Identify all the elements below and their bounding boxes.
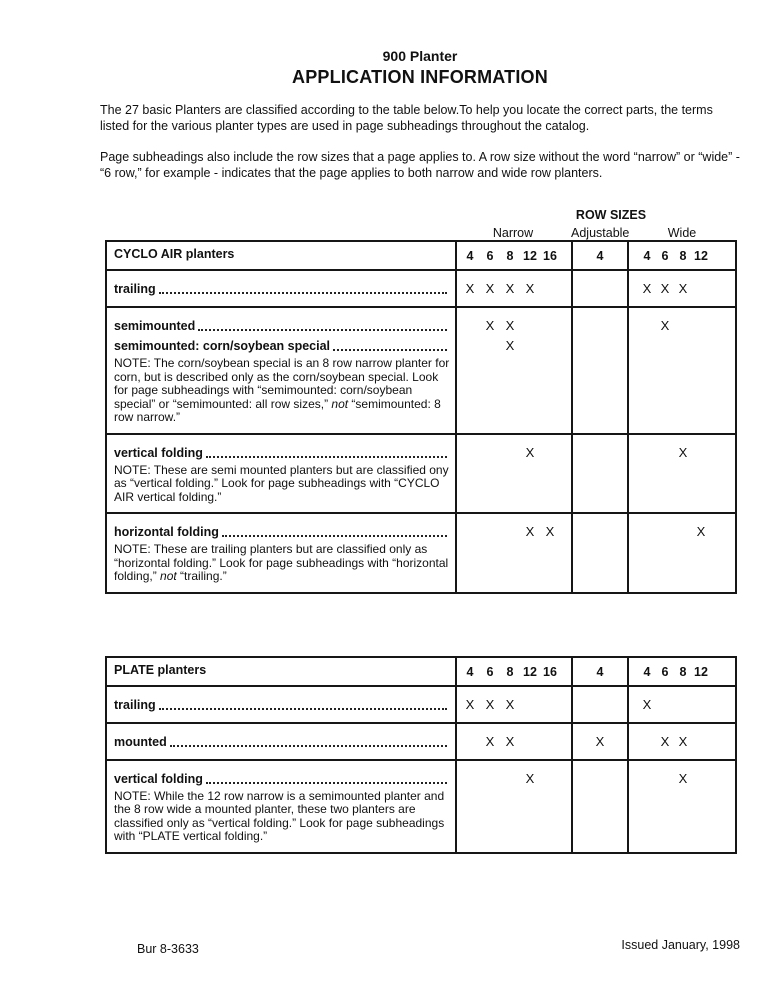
- x-mark: X: [642, 281, 652, 296]
- row-label: semimounted: corn/soybean special: [114, 339, 331, 353]
- cyclo-air-planters-table: [105, 240, 737, 594]
- mark-line-narrow: [457, 694, 571, 714]
- table-row: [107, 433, 735, 513]
- row-label: trailing: [114, 697, 156, 712]
- column-number: 6: [661, 249, 669, 263]
- mark-cell-narrow: [455, 761, 571, 852]
- column-number: 6: [486, 249, 494, 263]
- mark-line-narrow: [457, 315, 571, 335]
- label-line: [107, 278, 455, 298]
- note-segment: NOTE: The corn/soybean special is an 8 row narrow planter for corn, but is described only as the corn/soybean special. Look for page subheadings with “semimounted: corn/soybean special” or “semimounted: all row sizes,”: [114, 356, 450, 411]
- label-line: [107, 521, 455, 541]
- row-label: vertical folding: [114, 445, 203, 460]
- leader-dots: [159, 292, 447, 294]
- mark-cell-narrow: [455, 308, 571, 433]
- column-numbers-adjustable: [573, 242, 627, 269]
- label-line: [107, 315, 455, 335]
- leader-dots: [222, 535, 447, 537]
- row-label: trailing: [114, 282, 156, 296]
- note-segment: NOTE: These are trailing planters but are classified only as “horizontal folding.” Look for page subheadings with “horizontal folding,”: [114, 542, 449, 583]
- mark-cell-adjustable: [571, 761, 627, 852]
- x-mark: X: [660, 281, 670, 296]
- note-italic-word: not: [160, 569, 177, 583]
- label-line: [107, 442, 455, 462]
- x-mark: X: [678, 281, 688, 296]
- row-label-cell: [107, 724, 455, 759]
- mark-line-narrow: [457, 521, 571, 541]
- mark-cell-adjustable: [571, 514, 627, 592]
- column-number: 4: [596, 249, 604, 263]
- header-cell-wide: [627, 658, 737, 685]
- x-mark: X: [485, 281, 495, 296]
- header-cell-narrow: [455, 658, 571, 685]
- table-header-row: [107, 242, 735, 269]
- x-mark: X: [525, 281, 535, 296]
- mark-line-adjustable: [573, 315, 627, 335]
- mark-cell-wide: [627, 687, 737, 722]
- x-mark: X: [505, 733, 515, 749]
- label-line: [107, 731, 455, 751]
- column-number: 12: [694, 664, 708, 679]
- mark-line-narrow: [457, 335, 571, 355]
- group-label-wide: Wide: [667, 226, 697, 240]
- column-number: 4: [596, 664, 604, 679]
- row-label: semimounted: [114, 319, 196, 333]
- mark-cell-wide: [627, 724, 737, 759]
- plate-planters-table: [105, 656, 737, 854]
- label-line: [107, 335, 455, 355]
- mark-line-adjustable: [573, 335, 627, 355]
- column-number: 16: [543, 249, 557, 263]
- column-number: 6: [486, 664, 494, 679]
- leader-dots: [170, 745, 447, 747]
- x-mark: X: [595, 733, 605, 749]
- x-mark: X: [485, 318, 495, 333]
- x-mark: X: [678, 770, 688, 786]
- intro-paragraph-1: The 27 basic Planters are classified according to the table below.To help you locate the correct parts, the terms listed for the various planter types are used in page subheadings throughout the catalog.: [100, 103, 713, 133]
- column-number: 8: [506, 664, 514, 679]
- mark-line-wide: [629, 768, 737, 788]
- group-label-narrow: Narrow: [492, 226, 534, 240]
- x-mark: X: [485, 733, 495, 749]
- column-number: 4: [643, 249, 651, 263]
- mark-cell-wide: [627, 435, 737, 513]
- leader-dots: [206, 456, 447, 458]
- table-row: [107, 759, 735, 852]
- table-title: CYCLO AIR planters: [114, 247, 235, 261]
- mark-line-wide: [629, 731, 737, 751]
- mark-line-wide: [629, 315, 737, 335]
- column-number: 12: [523, 664, 537, 679]
- page-content: [100, 0, 740, 854]
- mark-line-wide: [629, 442, 737, 462]
- mark-line-narrow: [457, 768, 571, 788]
- leader-dots: [159, 708, 447, 710]
- table-row: [107, 722, 735, 759]
- note-text: [107, 462, 455, 505]
- x-mark: X: [505, 318, 515, 333]
- x-mark: X: [505, 338, 515, 353]
- issue-date: Issued January, 1998: [621, 938, 740, 952]
- mark-line-adjustable: [573, 278, 627, 298]
- mark-cell-wide: [627, 761, 737, 852]
- row-label: vertical folding: [114, 771, 203, 786]
- column-number: 4: [466, 249, 474, 263]
- mark-line-adjustable: [573, 694, 627, 714]
- column-number: 8: [679, 249, 687, 263]
- column-number: 6: [661, 664, 669, 679]
- note-text: [107, 355, 455, 425]
- label-line: [107, 694, 455, 714]
- note-text: [107, 541, 455, 584]
- mark-line-wide: [629, 335, 737, 355]
- mark-line-narrow: [457, 278, 571, 298]
- mark-line-adjustable: [573, 442, 627, 462]
- mark-line-narrow: [457, 442, 571, 462]
- note-text: [107, 788, 455, 844]
- note-segment: NOTE: While the 12 row narrow is a semimounted planter and the 8 row wide a mounted planter, these two planters are classified only as “vertical folding.” Look for page subheadings with “PLATE vertical folding.”: [114, 788, 445, 843]
- mark-line-narrow: [457, 731, 571, 751]
- column-number: 4: [466, 664, 474, 679]
- note-segment: “semimounted: 8 row narrow.”: [114, 396, 441, 424]
- mark-line-wide: [629, 521, 737, 541]
- column-number: 4: [643, 664, 651, 679]
- header-cell-wide: [627, 242, 737, 269]
- mark-cell-narrow: [455, 687, 571, 722]
- row-sizes-header: [455, 208, 737, 240]
- label-line: [107, 768, 455, 788]
- mark-cell-adjustable: [571, 308, 627, 433]
- mark-cell-wide: [627, 308, 737, 433]
- header-cell-narrow: [455, 242, 571, 269]
- x-mark: X: [465, 281, 475, 296]
- x-mark: X: [505, 696, 515, 712]
- mark-cell-adjustable: [571, 435, 627, 513]
- row-sizes-title: ROW SIZES: [575, 208, 647, 222]
- mark-line-wide: [629, 278, 737, 298]
- row-size-groups: [455, 226, 737, 240]
- x-mark: X: [525, 524, 535, 539]
- x-mark: X: [505, 281, 515, 296]
- mark-cell-narrow: [455, 435, 571, 513]
- mark-cell-narrow: [455, 514, 571, 592]
- x-mark: X: [660, 733, 670, 749]
- x-mark: X: [525, 444, 535, 460]
- x-mark: X: [678, 444, 688, 460]
- column-number: 12: [694, 249, 708, 263]
- x-mark: X: [660, 318, 670, 333]
- mark-line-adjustable: [573, 521, 627, 541]
- note-italic-word: not: [331, 396, 349, 411]
- table-row: [107, 685, 735, 722]
- row-label: horizontal folding: [114, 525, 219, 539]
- mark-cell-wide: [627, 514, 737, 592]
- leader-dots: [198, 329, 447, 331]
- page-subtitle: APPLICATION INFORMATION: [292, 67, 548, 87]
- x-mark: X: [485, 696, 495, 712]
- column-numbers-wide: [629, 658, 737, 685]
- form-number: Bur 8-3633: [137, 942, 199, 956]
- table-header-row: [107, 658, 735, 685]
- table-title: PLATE planters: [114, 662, 207, 677]
- mark-cell-adjustable: [571, 271, 627, 306]
- column-number: 8: [679, 664, 687, 679]
- mark-cell-narrow: [455, 724, 571, 759]
- page-title: 900 Planter: [382, 48, 458, 64]
- row-label-cell: [107, 435, 455, 513]
- x-mark: X: [678, 733, 688, 749]
- mark-cell-adjustable: [571, 724, 627, 759]
- header-cell-adjustable: [571, 658, 627, 685]
- x-mark: X: [696, 524, 706, 539]
- leader-dots: [333, 349, 447, 351]
- mark-line-wide: [629, 694, 737, 714]
- x-mark: X: [525, 770, 535, 786]
- column-numbers-adjustable: [573, 658, 627, 685]
- row-label-cell: [107, 761, 455, 852]
- row-label-cell: [107, 271, 455, 306]
- x-mark: X: [642, 696, 652, 712]
- column-numbers-narrow: [457, 242, 571, 269]
- table-row: [107, 306, 735, 433]
- mark-line-adjustable: [573, 731, 627, 751]
- mark-cell-wide: [627, 271, 737, 306]
- column-number: 12: [523, 249, 537, 263]
- intro-paragraph-2: Page subheadings also include the row sizes that a page applies to. A row size without the word “narrow” or “wide” - “6 row,” for example - indicates that the page applies to both narrow and wide row planters.: [100, 150, 740, 180]
- note-segment: NOTE: These are semi mounted planters but are classified ony as “vertical folding.” Look for page subheadings with “CYCLO AIR vertical folding.”: [114, 462, 449, 504]
- x-mark: X: [545, 524, 555, 539]
- row-label: mounted: [114, 734, 167, 749]
- note-segment: “trailing.”: [176, 569, 227, 583]
- mark-cell-narrow: [455, 271, 571, 306]
- row-label-cell: [107, 308, 455, 433]
- mark-line-adjustable: [573, 768, 627, 788]
- column-numbers-wide: [629, 242, 737, 269]
- x-mark: X: [465, 696, 475, 712]
- header-cell-adjustable: [571, 242, 627, 269]
- group-label-adjustable: Adjustable: [571, 226, 630, 240]
- leader-dots: [206, 782, 447, 784]
- row-label-cell: [107, 687, 455, 722]
- row-label-cell: [107, 514, 455, 592]
- column-number: 16: [543, 664, 557, 679]
- column-number: 8: [506, 249, 514, 263]
- table-row: [107, 269, 735, 306]
- mark-cell-adjustable: [571, 687, 627, 722]
- table-row: [107, 512, 735, 592]
- column-numbers-narrow: [457, 658, 571, 685]
